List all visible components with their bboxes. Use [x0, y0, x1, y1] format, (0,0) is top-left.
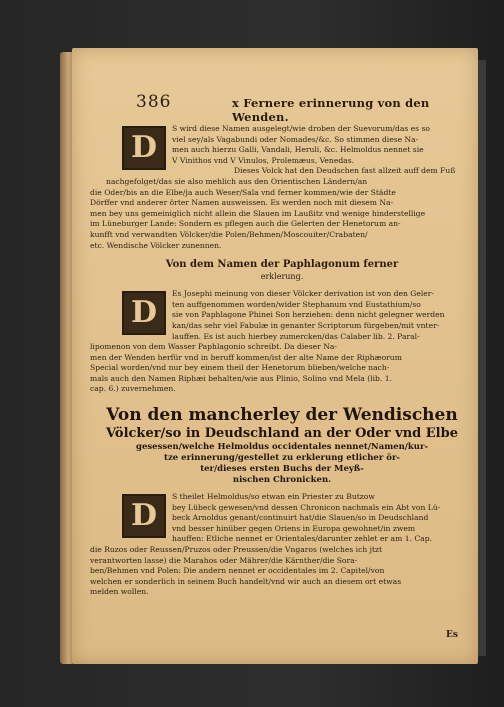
- text-line: ten auffgenommen worden/wider Stephanum vnd Eustathium/so: [172, 299, 421, 309]
- text-line: kunfft vnd verwandten Völcker/die Polen/Behmen/Moscouiter/Crabaten/: [90, 229, 368, 239]
- paragraph-1: [92, 124, 472, 251]
- text-line: S wird diese Namen ausgelegt/wie droben der Suevorum/das es so: [172, 124, 430, 133]
- section-heading-line: Von dem Namen der Paphlagonum ferner: [165, 259, 399, 271]
- decorated-initial: D: [122, 494, 166, 538]
- text-line: lipomenon von dem Wasser Paphlagonio schreibt. Da dieser Na-: [90, 342, 337, 352]
- section-heading-line: erklerung.: [260, 272, 304, 282]
- text-line: etc. Wendische Völcker zunennen.: [90, 240, 222, 250]
- running-head: x Fernere erinnerung von den Wenden.: [232, 96, 430, 124]
- chapter-title: [92, 405, 472, 486]
- text-line: beck Arnoldus genant/continuirt hat/die Slauen/so in Deudschland: [172, 513, 429, 523]
- text-line: viel sey/als Vagabundi oder Nomades/&c. So stimmen diese Na-: [172, 134, 419, 144]
- page-header: [92, 88, 472, 124]
- catchword: Es: [446, 630, 458, 640]
- text-line: bey Lübeck gewesen/vnd dessen Chronicon nachmals ein Abt von Lü-: [172, 502, 441, 512]
- text-line: lauffen. Es ist auch hierbey zumercken/das Calaber lib. 2. Paral-: [172, 331, 420, 341]
- text-line: Es Josephi meinung von dieser Völcker derivation ist von den Geler-: [172, 289, 434, 299]
- text-line: hauffen: Etliche nennet er Orientales/darunter zehlet er am 1. Cap.: [172, 534, 432, 544]
- chapter-title-line: gesessen/welche Helmoldus occidentales nennet/Namen/kur-: [136, 442, 428, 453]
- text-line: die Oder/bis an die Elbe/ja auch Weser/Sala vnd ferner kommen/wie der Städte: [90, 187, 396, 197]
- text-line: sie von Paphlagone Phinei Son herziehen: denn nicht gelegner werden: [172, 310, 445, 320]
- text-line: verantworten lasse) die Marahos oder Mährer/die Kärnther/die Sora-: [90, 555, 358, 565]
- page-content: [92, 88, 472, 598]
- chapter-title-line: tze erinnerung/gestellet zu erklerung etlicher ör-: [164, 453, 400, 464]
- text-line: ben/Behmen vnd Polen: Die andern nennet er occidentales im 2. Capitel/von: [90, 566, 385, 576]
- text-line: im Lüneburger Lande: Sondern es pflegen auch die Gelerten der Henetorum an-: [90, 219, 401, 229]
- text-line: cap. 6.) zuvernehmen.: [90, 384, 176, 394]
- text-line: men bey uns gemeiniglich nicht allein die Slauen im Laußitz vnd wenige hinderstellige: [90, 208, 426, 218]
- text-line: men der Wenden herfür vnd in beruff kommen/ist der alte Name der Riphæorum: [90, 352, 402, 362]
- decorated-initial: D: [122, 291, 166, 335]
- text-line: Special worden/vnd nur bey einem theil der Henetorum blieben/welche nach-: [90, 363, 390, 373]
- page-number: 386: [136, 92, 172, 112]
- decorated-initial: D: [122, 126, 166, 170]
- chapter-title-line: Völcker/so in Deudschland an der Oder vnd Elbe: [106, 426, 458, 442]
- paragraph-2: [92, 289, 472, 395]
- chapter-title-line: Von den mancherley der Wendischen: [106, 405, 458, 426]
- text-line: men auch hierzu Galli, Vandali, Heruli, &c. Helmoldus nennet sie: [172, 145, 424, 155]
- chapter-title-line: ter/dieses ersten Buchs der Meyß-: [200, 464, 364, 475]
- text-line: V Vinithos vnd V Vinulos, Prolemæus, Venedas.: [172, 155, 355, 165]
- page-gutter-shadow: [478, 60, 486, 656]
- text-line: vnd besser hinüber gegen Oriens in Europa gewohnet/in zwem: [172, 523, 416, 533]
- text-line: kan/das sehr viel Fabulæ in genanter Scriptorum fürgeben/mit vnter-: [172, 320, 440, 330]
- text-line: welchen er sonderlich in seinem Buch handelt/vnd wir auch an diesem ort etwas: [90, 576, 402, 586]
- paragraph-3: [92, 492, 472, 598]
- text-line: mals auch den Namen Riphæi behalten/wie aus Plinio, Solino vnd Mela (lib. 1.: [90, 373, 392, 383]
- text-line: die Ruzos oder Reussen/Pruzos oder Preussen/die Vngaros (welches ich jtzt: [90, 545, 383, 555]
- text-line: Dörffer vnd anderer örter Namen ausweissen. Es werden noch mit diesem Na-: [90, 198, 394, 208]
- text-line: nachgefolget/das sie also mehlich aus den Orientischen Ländern/an: [106, 176, 368, 186]
- text-line: Dieses Volck hat den Deudschen fast allzeit auff dem Fuß: [234, 166, 456, 176]
- text-line: melden wollen.: [90, 587, 149, 597]
- chapter-title-line: nischen Chronicken.: [232, 475, 332, 486]
- text-line: S theilet Helmoldus/so etwan ein Priester zu Butzow: [172, 492, 375, 502]
- section-heading: [92, 259, 472, 283]
